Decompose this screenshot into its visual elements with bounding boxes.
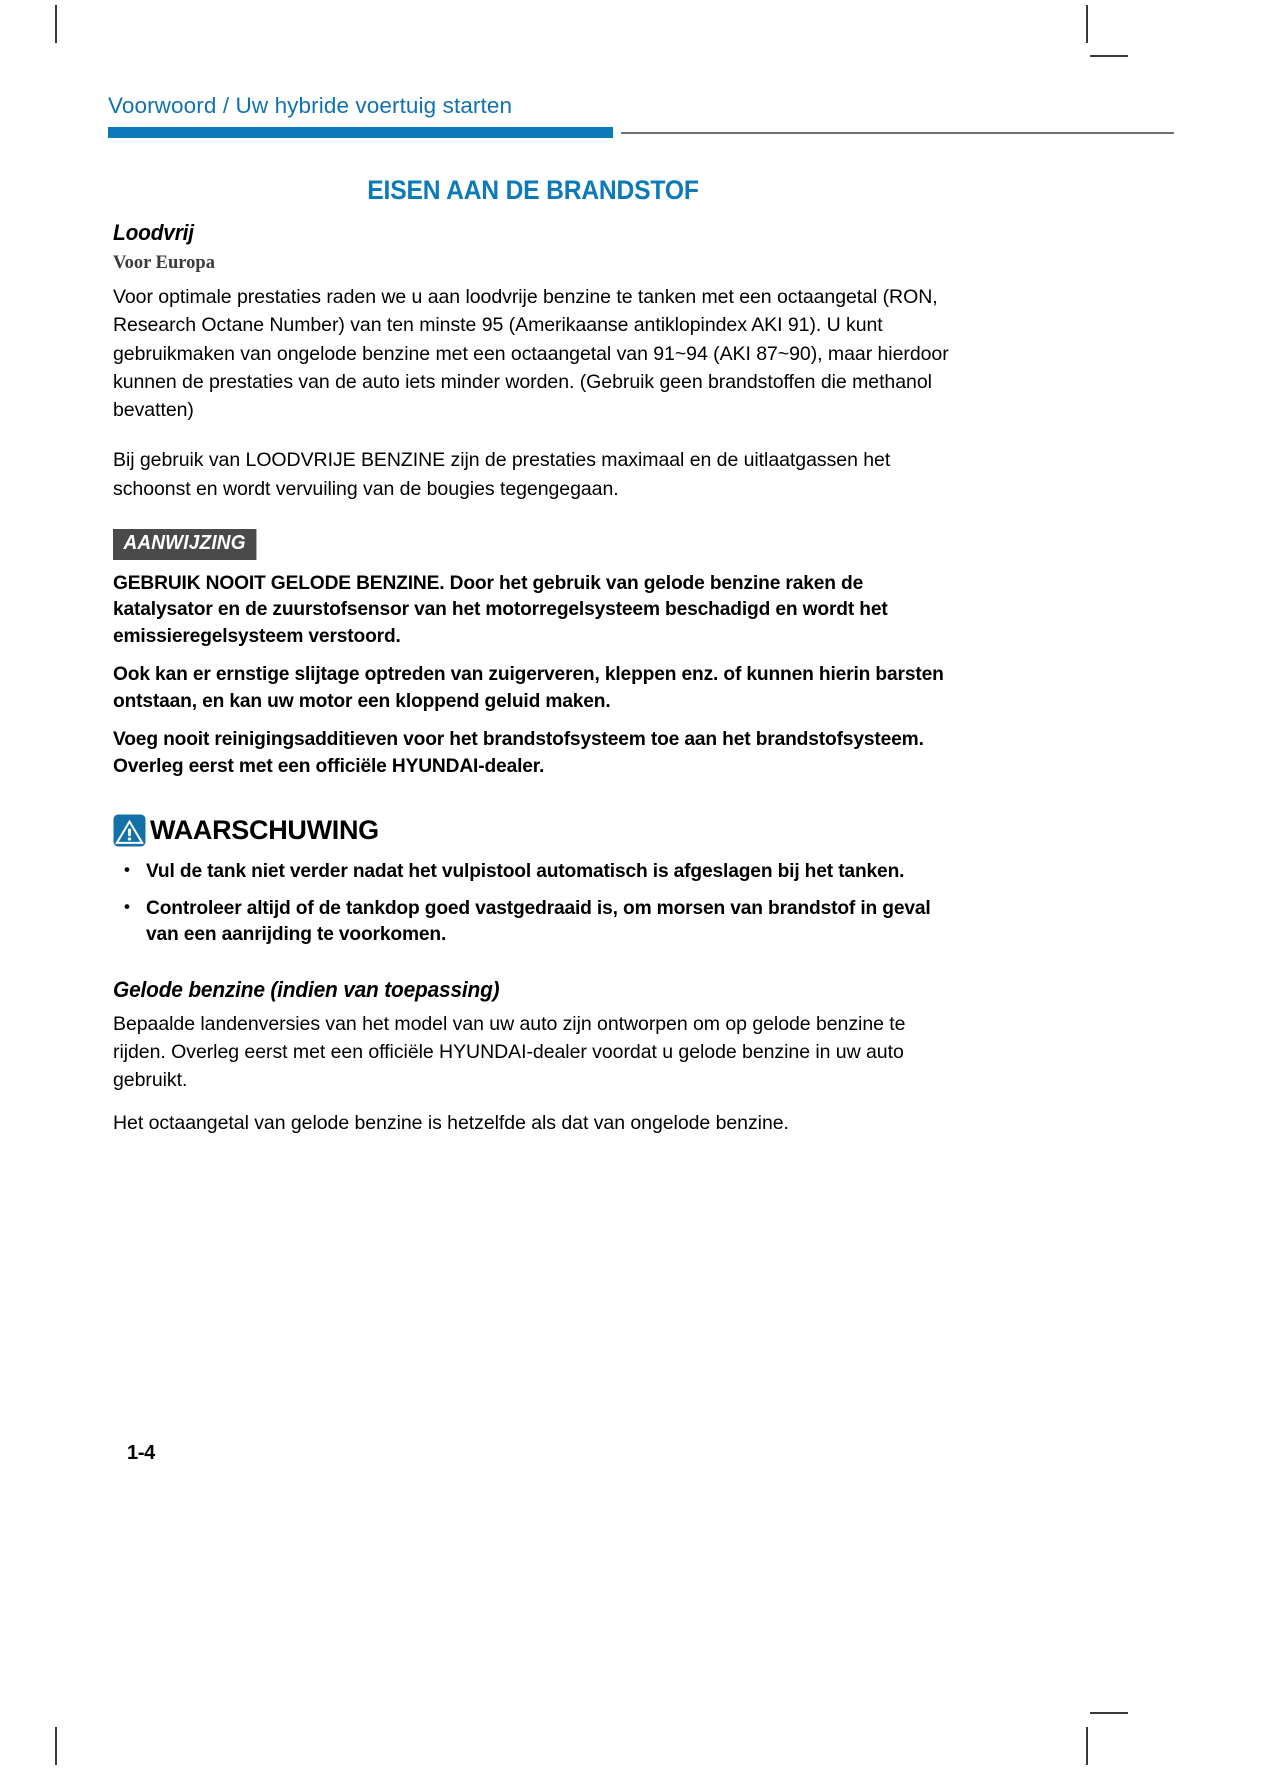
paragraph-gelode-2: Het octaangetal van gelode benzine is hetzelfde als dat van ongelode benzine.	[113, 1111, 789, 1134]
page-content	[113, 175, 953, 1137]
spacer-before-notice	[113, 503, 953, 529]
crop-mark-right-bottom	[1090, 1712, 1128, 1714]
page-number: 1-4	[127, 1442, 156, 1464]
subsection-heading-gelode-benzine: Gelode benzine (indien van toepassing)	[113, 976, 500, 1002]
breadcrumb: Voorwoord / Uw hybride voertuig starten	[108, 93, 513, 118]
paragraph-loodvrij-2: Bij gebruik van LOODVRIJE BENZINE zijn de prestaties maximaal en de uitlaatgassen het schoonst en wordt vervuiling van de bougies tegengegaan.	[113, 449, 891, 500]
header-rule-group	[108, 127, 1174, 138]
crop-mark-top-right	[1086, 5, 1088, 43]
warning-list-item: • Vul de tank niet verder nadat het vulpistool automatisch is afgeslagen bij het tanken.	[113, 859, 953, 886]
notice-paragraph-2: Ook kan er ernstige slijtage optreden van zuigerveren, kleppen enz. of kunnen hierin barsten ontstaan, en kan uw motor een kloppend geluid maken.	[113, 664, 944, 712]
paragraph-loodvrij-1: Voor optimale prestaties raden we u aan loodvrije benzine te tanken met een octaangetal (RON, Research Octane Number) van ten minste 95 (Amerikaanse antiklopindex AKI 91). U kunt gebruikmaken van ongelode benzine met een octaangetal van 91~94 (AKI 87~90), maar hierdoor kunnen de prestaties van de auto iets minder worden. (Gebruik geen brandstoffen die methanol bevatten)	[113, 286, 949, 422]
warning-list	[113, 859, 953, 949]
crop-mark-bottom-left	[55, 1727, 57, 1765]
page-header	[108, 92, 1174, 138]
notice-body	[113, 571, 953, 781]
warning-triangle-icon	[113, 814, 146, 847]
section-title: EISEN AAN DE BRANDSTOF	[367, 175, 699, 205]
crop-mark-top-left	[55, 5, 57, 43]
header-thin-rule	[621, 132, 1174, 134]
warning-block-waarschuwing	[113, 814, 953, 949]
notice-paragraph-3: Voeg nooit reinigingsadditieven voor het brandstofsysteem toe aan het brandstofsysteem. Overleg eerst met een officiële HYUNDAI-dealer.	[113, 729, 924, 777]
warning-list-item: • Controleer altijd of de tankdop goed vastgedraaid is, om morsen van brandstof in geval van een aanrijding te voorkomen.	[113, 896, 953, 949]
notice-badge-label: AANWIJZING	[113, 529, 256, 560]
region-heading-voor-europa: Voor Europa	[113, 253, 215, 273]
spacer-before-subsection-2	[113, 959, 953, 977]
crop-mark-right-top	[1090, 55, 1128, 57]
notice-paragraph-1: GEBRUIK NOOIT GELODE BENZINE. Door het gebruik van gelode benzine raken de katalysator en de zuurstofsensor van het motorregelsysteem beschadigd en wordt het emissieregelsysteem verstoord.	[113, 572, 888, 647]
crop-mark-bottom-right	[1086, 1727, 1088, 1765]
warning-heading	[113, 814, 953, 847]
notice-block-aanwijzing	[113, 529, 953, 781]
header-accent-bar	[108, 127, 613, 138]
subsection-heading-loodvrij: Loodvrij	[113, 220, 194, 245]
paragraph-gelode-1: Bepaalde landenversies van het model van uw auto zijn ontworpen om op gelode benzine te rijden. Overleg eerst met een officiële HYUNDAI-dealer voordat u gelode benzine in uw auto gebruikt.	[113, 1012, 906, 1092]
warning-label: WAARSCHUWING	[150, 815, 379, 846]
